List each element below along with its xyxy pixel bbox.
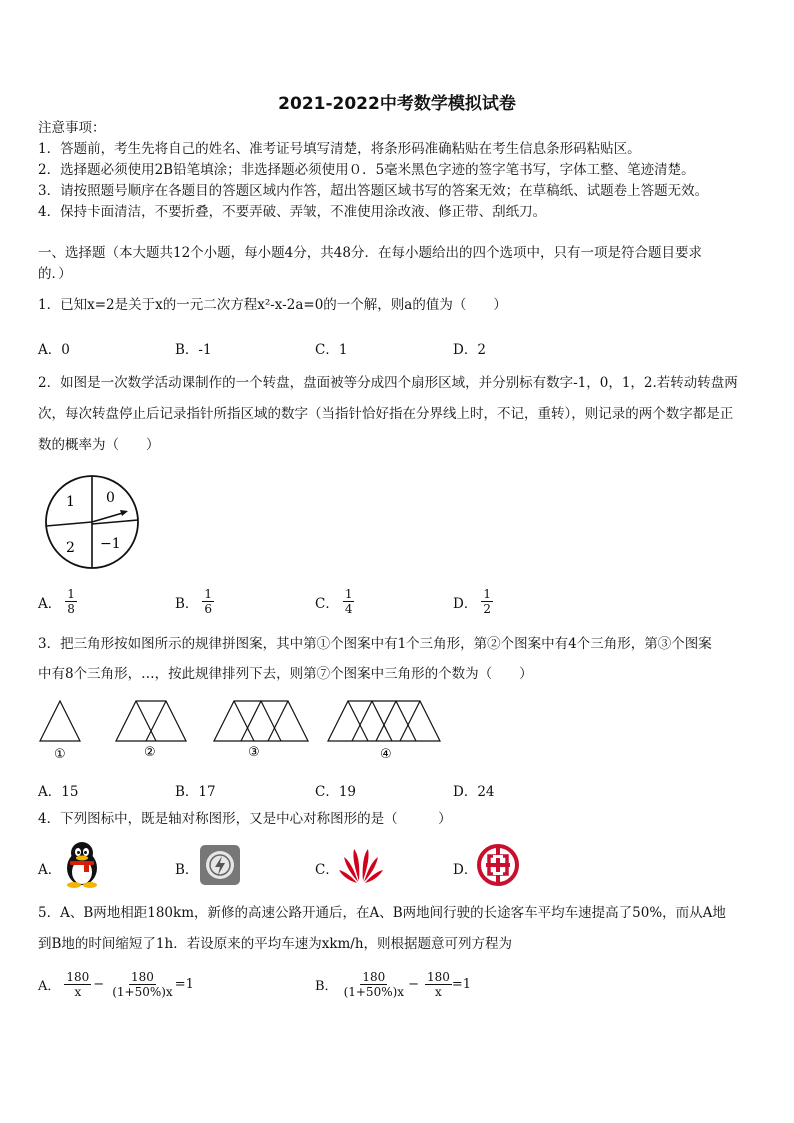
q1-option-d[interactable]: D．2 xyxy=(453,342,486,358)
q1-option-b[interactable]: B．-1 xyxy=(175,342,212,358)
pointer-arrow-icon xyxy=(120,510,128,516)
denominator: 8 xyxy=(67,602,75,616)
q3-option-b[interactable]: B．17 xyxy=(175,784,216,800)
option-letter: B． xyxy=(315,979,338,994)
section-heading-line1: 一、选择题（本大题共12个小题，每小题4分，共48分．在每小题给出的四个选项中，只有一项是符合题目要求 xyxy=(38,245,702,261)
denominator: 6 xyxy=(204,602,213,616)
spinner-label-1: 1 xyxy=(66,494,75,510)
notes-heading: 注意事项： xyxy=(38,120,106,136)
lightning-disc-icon xyxy=(199,844,241,886)
question-1-stem: 1．已知x=2是关于x的一元二次方程x²-x-2a=0的一个解，则a的值为（ ） xyxy=(38,297,507,313)
q3-option-a[interactable]: A．15 xyxy=(38,784,79,800)
fraction xyxy=(202,587,214,616)
spinner-label-0: 0 xyxy=(106,490,115,506)
question-3-line2: 中有8个三角形，…，按此规律排列下去，则第⑦个图案中三角形的个数为（ ） xyxy=(38,666,533,682)
numerator: 180 xyxy=(362,970,386,984)
fraction xyxy=(342,970,407,999)
pattern-label-3: ③ xyxy=(248,745,260,760)
denominator: 4 xyxy=(344,602,353,616)
question-4-stem: 4．下列图标中，既是轴对称图形，又是中心对称图形的是（ ） xyxy=(38,811,452,827)
spinner-pointer xyxy=(92,512,126,522)
pattern-label-1: ① xyxy=(54,747,66,762)
equation-rhs: =1 xyxy=(451,977,472,992)
option-letter: B． xyxy=(175,595,199,612)
spinner-divider-left xyxy=(46,522,92,526)
equation-rhs: =1 xyxy=(174,977,194,992)
q2-option-b[interactable] xyxy=(175,587,214,616)
minus-sign: − xyxy=(408,977,419,992)
option-letter: D． xyxy=(453,595,478,612)
q1-option-a[interactable]: A．0 xyxy=(38,342,70,358)
question-2-line2: 次，每次转盘停止后记录指针所指区域的数字（当指针恰好指在分界线上时，不记，重转），则记录的两个数字都是正 xyxy=(38,406,734,422)
fraction xyxy=(343,587,355,616)
pattern-label-4: ④ xyxy=(380,747,392,762)
q5-option-a[interactable] xyxy=(38,970,194,999)
note-item: 3．请按照题号顺序在各题目的答题区域内作答，超出答题区域书写的答案无效；在草稿纸、试题卷上答题无效。 xyxy=(38,183,709,199)
huawei-logo-icon xyxy=(338,845,384,885)
q2-option-c[interactable] xyxy=(315,587,354,616)
q2-option-d[interactable] xyxy=(453,587,493,616)
q5-option-b[interactable] xyxy=(315,970,471,999)
fraction xyxy=(65,587,77,616)
denominator: x xyxy=(74,985,82,999)
numerator: 1 xyxy=(483,587,491,601)
option-letter: C． xyxy=(315,595,339,612)
spinner-label-2: 2 xyxy=(66,540,75,556)
numerator: 180 xyxy=(131,970,154,984)
pattern-2-shape xyxy=(116,701,186,741)
question-3-line1: 3．把三角形按如图所示的规律拼图案，其中第①个图案中有1个三角形，第②个图案中有4个三角形，第③个图案 xyxy=(38,636,712,652)
penguin-icon xyxy=(62,840,102,888)
q4-option-c[interactable]: C． xyxy=(315,862,339,878)
q4-option-d[interactable]: D． xyxy=(453,862,478,878)
pattern-3-shape xyxy=(214,701,308,741)
note-item: 1．答题前，考生先将自己的姓名、准考证号填写清楚，将条形码准确粘贴在考生信息条形码粘贴区。 xyxy=(38,141,641,157)
pattern-1-triangle xyxy=(40,701,80,741)
fraction xyxy=(64,970,91,999)
triangle-pattern-figure xyxy=(36,696,446,764)
section-heading-line2: 的．） xyxy=(38,266,72,282)
question-5-line2: 到B地的时间缩短了1h．若设原来的平均车速为xkm/h，则根据题意可列方程为 xyxy=(38,936,513,952)
numerator: 1 xyxy=(204,587,213,601)
fraction xyxy=(425,970,452,999)
question-5-line1: 5．A、B两地相距180km，新修的高速公路开通后，在A、B两地间行驶的长途客车平均车速提高了50%，而从A地 xyxy=(38,905,726,921)
denominator: x xyxy=(435,985,442,999)
q3-option-c[interactable]: C．19 xyxy=(315,784,357,800)
fraction xyxy=(481,587,493,616)
fraction xyxy=(110,970,175,999)
denominator: (1+50%)x xyxy=(112,985,173,999)
question-2-line1: 2．如图是一次数学活动课制作的一个转盘，盘面被等分成四个扇形区域，并分别标有数字-1，0，1，2.若转动转盘两 xyxy=(38,375,738,391)
q1-option-c[interactable]: C．1 xyxy=(315,342,348,358)
q4-option-b[interactable]: B． xyxy=(175,862,199,878)
q2-option-a[interactable] xyxy=(38,587,77,616)
numerator: 180 xyxy=(426,970,450,984)
question-2-line3: 数的概率为（ ） xyxy=(38,437,160,453)
numerator: 180 xyxy=(66,970,90,984)
denominator: 2 xyxy=(483,602,491,616)
minus-sign: − xyxy=(93,977,105,992)
option-letter: A． xyxy=(38,595,62,612)
page-title: 2021-2022中考数学模拟试卷 xyxy=(278,94,516,114)
spinner-figure xyxy=(44,474,140,570)
denominator: (1+50%)x xyxy=(343,985,405,999)
q3-option-d[interactable]: D．24 xyxy=(453,784,495,800)
bank-logo-icon xyxy=(476,843,520,887)
spinner-label-neg1: −1 xyxy=(100,536,121,552)
note-item: 2．选择题必须使用2B铅笔填涂；非选择题必须使用０．5毫米黑色字迹的签字笔书写，字体工整、笔迹清楚。 xyxy=(38,162,695,178)
q4-option-a[interactable]: A． xyxy=(38,862,62,878)
option-letter: A． xyxy=(38,979,61,994)
numerator: 1 xyxy=(67,587,75,601)
numerator: 1 xyxy=(344,587,353,601)
note-item: 4．保持卡面清洁，不要折叠，不要弄破、弄皱，不准使用涂改液、修正带、刮纸刀。 xyxy=(38,204,547,220)
pattern-label-2: ② xyxy=(144,745,156,760)
pattern-4-shape xyxy=(328,701,440,741)
